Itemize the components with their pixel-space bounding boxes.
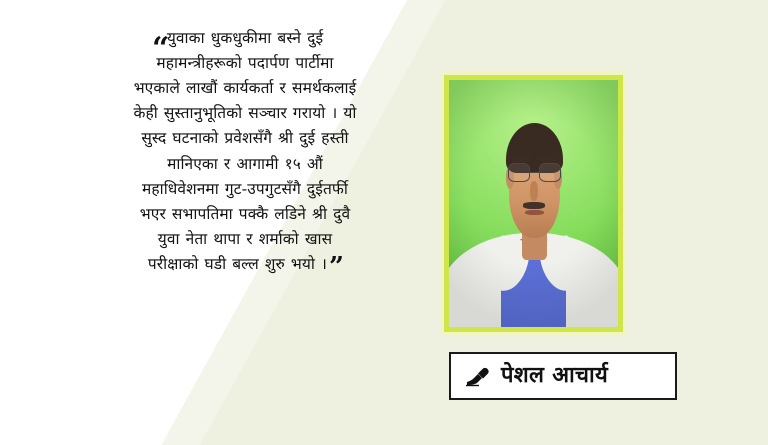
quote-open-mark: “ [152, 31, 170, 66]
pen-writing-icon [465, 365, 491, 387]
portrait-frame [441, 72, 626, 335]
quote-block [118, 26, 358, 282]
author-name: पेशल आचार्य [501, 363, 609, 388]
quote-close-mark: ” [329, 251, 345, 282]
portrait-vignette [449, 80, 618, 327]
portrait-photo [449, 80, 618, 327]
name-plate [449, 352, 677, 400]
quote-body: युवाका धुकधुकीमा बस्ने दुई महामन्त्रीहरूको पदार्पण पार्टीमा भएकाले लाखौं कार्यकर्ता र समर्थकलाई केही सुस्तानुभूतिको सञ्चार गरायो । यो सुस्द घटनाको प्रवेशसँगै श्री दुई हस्ती मानिएका र आगामी १५ औं महाधिवेशनमा गुट-उपगुटसँगै दुईतर्फी भएर सभापतिमा पक्कै लडिने श्री दुवै युवा नेता थापा र शर्माको खास परीक्षाको घडी बल्ल शुरु भयो । [133, 29, 357, 273]
